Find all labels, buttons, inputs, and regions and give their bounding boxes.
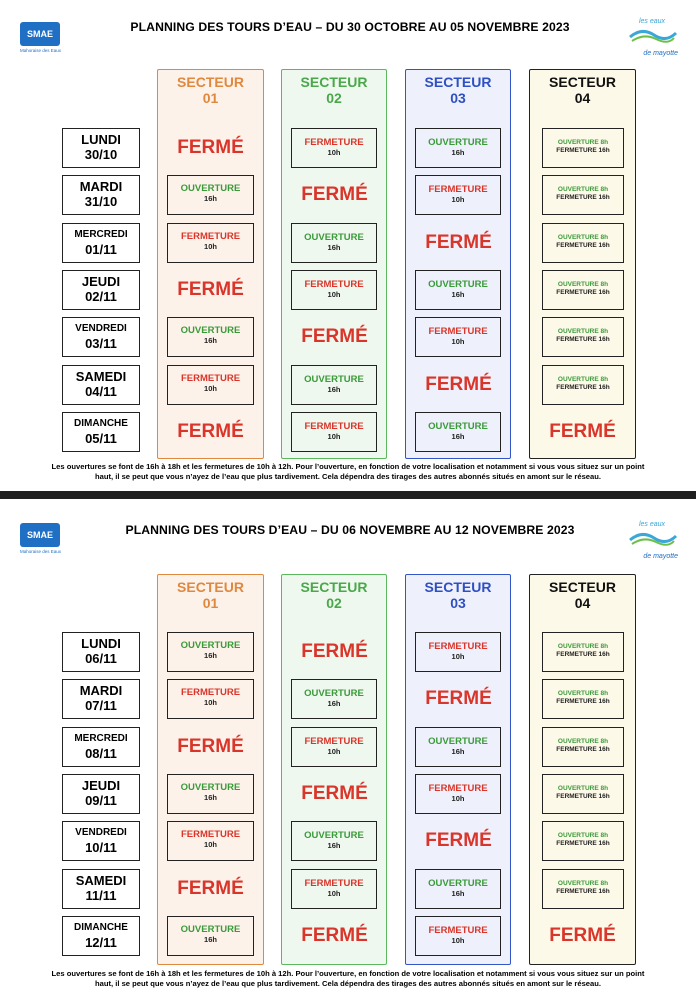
mayotte-logo-bottom-text: de mayotte bbox=[643, 50, 678, 57]
status-ouverture: OUVERTURE 16h bbox=[291, 223, 377, 263]
status-ouverture: OUVERTURE 16h bbox=[415, 869, 501, 909]
day-label: MARDI 31/10 bbox=[62, 175, 140, 215]
status-ferme: FERMÉ bbox=[301, 184, 368, 205]
page-title: PLANNING DES TOURS D’EAU – DU 30 OCTOBRE AU 05 NOVEMBRE 2023 bbox=[130, 20, 570, 34]
status-fermeture: FERMETURE 10h bbox=[415, 632, 501, 672]
status-fermeture: FERMETURE 10h bbox=[167, 821, 254, 861]
status-ouverture-fermeture: OUVERTURE 8h FERMETURE 16h bbox=[542, 869, 624, 909]
sector-04-header: SECTEUR 04 bbox=[549, 74, 616, 106]
status-ferme: FERMÉ bbox=[549, 925, 616, 946]
sector-01-header: SECTEUR 01 bbox=[177, 74, 244, 106]
status-ouverture: OUVERTURE 16h bbox=[291, 821, 377, 861]
status-ferme: FERMÉ bbox=[301, 783, 368, 804]
status-ouverture: OUVERTURE 16h bbox=[291, 679, 377, 719]
wave-icon bbox=[626, 528, 678, 548]
day-label: MERCREDI 08/11 bbox=[62, 727, 140, 767]
status-ferme: FERMÉ bbox=[177, 736, 244, 757]
footer-note: Les ouvertures se font de 16h à 18h et les fermetures de 10h à 12h. Pour l’ouverture, en fonction de votre localisation et notamment si vous vous situez sur un point haut, il se peut que vous n’ayez de l’eau que plus tardivement. Cela dépendra des tirages des autres abonnés situés en amont sur le réseau. bbox=[51, 462, 645, 481]
planning-sheet-week-1 bbox=[0, 0, 696, 491]
page-title: PLANNING DES TOURS D’EAU – DU 06 NOVEMBRE AU 12 NOVEMBRE 2023 bbox=[125, 523, 575, 537]
day-label: DIMANCHE 05/11 bbox=[62, 412, 140, 452]
day-label: DIMANCHE 12/11 bbox=[62, 916, 140, 956]
status-ouverture: OUVERTURE 16h bbox=[167, 175, 254, 215]
status-fermeture: FERMETURE 10h bbox=[415, 317, 501, 357]
status-ferme: FERMÉ bbox=[301, 326, 368, 347]
status-ouverture: OUVERTURE 16h bbox=[167, 916, 254, 956]
status-ouverture-fermeture: OUVERTURE 8h FERMETURE 16h bbox=[542, 365, 624, 405]
status-fermeture: FERMETURE 10h bbox=[167, 223, 254, 263]
smae-logo-mark: SMAE bbox=[20, 22, 60, 46]
status-ouverture: OUVERTURE 16h bbox=[415, 727, 501, 767]
status-ferme: FERMÉ bbox=[177, 137, 244, 158]
sector-01-header: SECTEUR 01 bbox=[177, 579, 244, 611]
status-ouverture: OUVERTURE 16h bbox=[415, 128, 501, 168]
sector-02-header: SECTEUR 02 bbox=[300, 579, 368, 611]
day-label: SAMEDI 04/11 bbox=[62, 365, 140, 405]
status-ouverture-fermeture: OUVERTURE 8h FERMETURE 16h bbox=[542, 270, 624, 310]
status-ouverture-fermeture: OUVERTURE 8h FERMETURE 16h bbox=[542, 175, 624, 215]
day-label: MARDI 07/11 bbox=[62, 679, 140, 719]
status-ferme: FERMÉ bbox=[177, 279, 244, 300]
status-ouverture: OUVERTURE 16h bbox=[415, 270, 501, 310]
day-label: VENDREDI 03/11 bbox=[62, 317, 140, 357]
day-label: LUNDI 30/10 bbox=[62, 128, 140, 168]
status-ouverture-fermeture: OUVERTURE 8h FERMETURE 16h bbox=[542, 223, 624, 263]
status-fermeture: FERMETURE 10h bbox=[291, 727, 377, 767]
smae-logo-mark: SMAE bbox=[20, 523, 60, 547]
sector-03-header: SECTEUR 03 bbox=[424, 74, 492, 106]
status-ouverture-fermeture: OUVERTURE 8h FERMETURE 16h bbox=[542, 679, 624, 719]
status-fermeture: FERMETURE 10h bbox=[415, 774, 501, 814]
status-fermeture: FERMETURE 10h bbox=[167, 365, 254, 405]
status-ferme: FERMÉ bbox=[425, 688, 492, 709]
status-fermeture: FERMETURE 10h bbox=[291, 128, 377, 168]
day-label: SAMEDI 11/11 bbox=[62, 869, 140, 909]
smae-logo bbox=[20, 22, 64, 62]
smae-logo-tagline: Mahoraise des Eaux bbox=[20, 549, 62, 554]
wave-icon bbox=[626, 25, 678, 45]
smae-logo-tagline: Mahoraise des Eaux bbox=[20, 48, 62, 53]
day-label: JEUDI 02/11 bbox=[62, 270, 140, 310]
status-ouverture: OUVERTURE 16h bbox=[167, 632, 254, 672]
status-ouverture-fermeture: OUVERTURE 8h FERMETURE 16h bbox=[542, 821, 624, 861]
status-fermeture: FERMETURE 10h bbox=[415, 916, 501, 956]
planning-sheet-week-2 bbox=[0, 499, 696, 994]
smae-logo bbox=[20, 523, 64, 563]
status-ferme: FERMÉ bbox=[425, 830, 492, 851]
status-ouverture: OUVERTURE 16h bbox=[291, 365, 377, 405]
status-ouverture: OUVERTURE 16h bbox=[415, 412, 501, 452]
status-ferme: FERMÉ bbox=[301, 641, 368, 662]
footer-note: Les ouvertures se font de 16h à 18h et les fermetures de 10h à 12h. Pour l’ouverture, en fonction de votre localisation et notamment si vous vous situez sur un point haut, il se peut que vous n’ayez de l’eau que plus tardivement. Cela dépendra des tirages des autres abonnés situés en amont sur le réseau. bbox=[51, 969, 645, 988]
status-fermeture: FERMETURE 10h bbox=[291, 270, 377, 310]
status-fermeture: FERMETURE 10h bbox=[291, 869, 377, 909]
day-label: LUNDI 06/11 bbox=[62, 632, 140, 672]
status-ouverture-fermeture: OUVERTURE 8h FERMETURE 16h bbox=[542, 317, 624, 357]
sector-04-header: SECTEUR 04 bbox=[549, 579, 616, 611]
status-ferme: FERMÉ bbox=[425, 232, 492, 253]
status-fermeture: FERMETURE 10h bbox=[291, 412, 377, 452]
status-ouverture: OUVERTURE 16h bbox=[167, 317, 254, 357]
status-fermeture: FERMETURE 10h bbox=[167, 679, 254, 719]
status-ferme: FERMÉ bbox=[425, 374, 492, 395]
day-label: MERCREDI 01/11 bbox=[62, 223, 140, 263]
status-ferme: FERMÉ bbox=[177, 421, 244, 442]
status-fermeture: FERMETURE 10h bbox=[415, 175, 501, 215]
status-ouverture-fermeture: OUVERTURE 8h FERMETURE 16h bbox=[542, 774, 624, 814]
mayotte-logo-top-text: les eaux bbox=[638, 521, 666, 528]
page-divider bbox=[0, 491, 696, 499]
eaux-de-mayotte-logo bbox=[626, 521, 678, 567]
sector-03-header: SECTEUR 03 bbox=[424, 579, 492, 611]
day-label: JEUDI 09/11 bbox=[62, 774, 140, 814]
status-ferme: FERMÉ bbox=[301, 925, 368, 946]
status-ferme: FERMÉ bbox=[549, 421, 616, 442]
eaux-de-mayotte-logo bbox=[626, 18, 678, 64]
mayotte-logo-top-text: les eaux bbox=[638, 18, 666, 25]
status-ouverture-fermeture: OUVERTURE 8h FERMETURE 16h bbox=[542, 128, 624, 168]
status-ouverture-fermeture: OUVERTURE 8h FERMETURE 16h bbox=[542, 727, 624, 767]
status-ferme: FERMÉ bbox=[177, 878, 244, 899]
day-label: VENDREDI 10/11 bbox=[62, 821, 140, 861]
status-ouverture: OUVERTURE 16h bbox=[167, 774, 254, 814]
sector-02-header: SECTEUR 02 bbox=[300, 74, 368, 106]
status-ouverture-fermeture: OUVERTURE 8h FERMETURE 16h bbox=[542, 632, 624, 672]
mayotte-logo-bottom-text: de mayotte bbox=[643, 553, 678, 560]
